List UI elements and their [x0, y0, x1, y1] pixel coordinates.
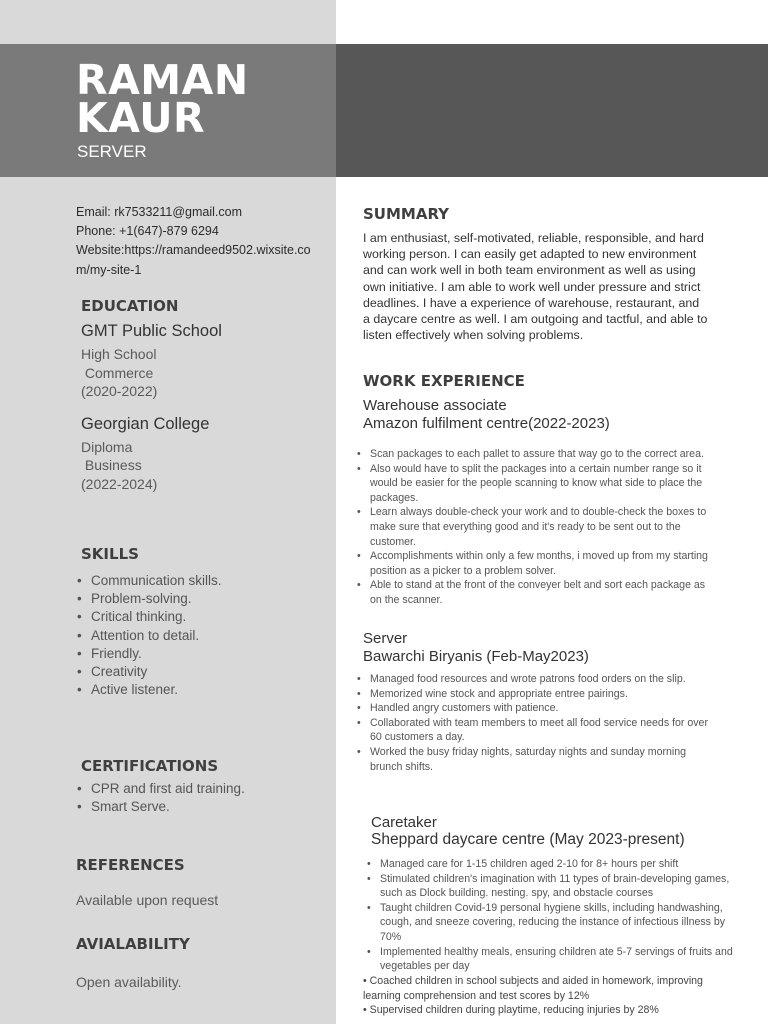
job-duty: • Handled angry customers with patience.	[357, 701, 709, 716]
job-duty: • Stimulated children's imagination with 11 types of brain-developing games, such as Dlock building. nesting. spy, and obstacle courses	[367, 872, 735, 901]
job-title: Caretaker	[371, 814, 437, 831]
job-duty: • Able to stand at the front of the conveyer belt and sort each package as on the scanner.	[357, 578, 709, 607]
education-years: (2020-2022)	[81, 383, 158, 399]
job-duty: • Worked the busy friday nights, saturday nights and sunday morning brunch shifts.	[357, 745, 709, 774]
education-heading: EDUCATION	[81, 297, 179, 315]
contact-website-line2[interactable]: m/my-site-1	[76, 263, 142, 277]
skill-item: • Communication skills.	[76, 572, 222, 590]
education-field: Commerce	[81, 365, 154, 381]
job-duty: • Managed food resources and wrote patrons food orders on the slip.	[357, 672, 709, 687]
certification-item: • Smart Serve.	[76, 798, 245, 816]
education-level: Diploma	[81, 439, 133, 455]
skill-item: • Creativity	[76, 663, 222, 681]
job-title: Server	[363, 630, 408, 647]
job-duty: • Memorized wine stock and appropriate entree pairings.	[357, 687, 709, 702]
work-experience-heading: WORK EXPERIENCE	[363, 372, 525, 390]
last-name: KAUR	[76, 94, 206, 142]
education-level: High School	[81, 346, 157, 362]
first-name: RAMAN	[76, 56, 249, 104]
education-institution: GMT Public School	[81, 322, 222, 340]
certification-item: • CPR and first aid training.	[76, 780, 245, 798]
job-organization: Amazon fulfilment centre(2022-2023)	[363, 415, 610, 432]
skills-heading: SKILLS	[81, 545, 139, 563]
skill-item: • Problem-solving.	[76, 590, 222, 608]
job-role: SERVER	[77, 142, 147, 161]
references-heading: REFERENCES	[76, 856, 185, 874]
job-duty: • Also would have to split the packages into a certain number range so it would be easier for the people scanning to know what side to place the packages.	[357, 462, 709, 506]
certifications-list	[76, 780, 245, 816]
contact-phone: Phone: +1(647)-879 6294	[76, 224, 219, 238]
skill-item: • Attention to detail.	[76, 627, 222, 645]
job-title: Warehouse associate	[363, 397, 507, 414]
skill-item: • Critical thinking.	[76, 608, 222, 626]
job-duty: • Scan packages to each pallet to assure that way go to the correct area.	[357, 447, 709, 462]
education-field: Business	[81, 457, 142, 473]
education-institution: Georgian College	[81, 415, 210, 433]
job-duty: • Accomplishments within only a few months, i moved up from my starting position as a picker to a problem solver.	[357, 549, 709, 578]
job-duties-list	[357, 672, 709, 774]
references-text: Available upon request	[76, 892, 219, 908]
job-duty-extra: • Coached children in school subjects and aided in homework, improving learning comprehension and test scores by 12%	[363, 975, 703, 1002]
job-duty-extra: • Supervised children during playtime, reducing injuries by 28%	[363, 1004, 659, 1016]
contact-email[interactable]: Email: rk7533211@gmail.com	[76, 205, 242, 219]
header-right-panel	[336, 44, 768, 177]
job-duties-list	[357, 447, 709, 608]
job-organization: Bawarchi Biryanis (Feb-May2023)	[363, 648, 589, 665]
job-duty: • Managed care for 1-15 children aged 2-10 for 8+ hours per shift	[367, 857, 735, 872]
availability-text: Open availability.	[76, 974, 182, 990]
job-organization: Sheppard daycare centre (May 2023-present)	[371, 831, 685, 848]
contact-website-line1[interactable]: Website:https://ramandeed9502.wixsite.co	[76, 243, 311, 257]
job-duty: • Learn always double-check your work and to double-check the boxes to make sure that everything good and it's ready to be sent out to the customer.	[357, 505, 709, 549]
summary-heading: SUMMARY	[363, 205, 450, 223]
summary-text: I am enthusiast, self-motivated, reliable, responsible, and hard working person. I can easily get adapted to new environment and can work well in both team environment as well as using own initiative. I am able to work well under pressure and strict deadlines. I have a experience of warehouse, restaurant, and a daycare centre as well. I am outgoing and tactful, and able to listen effectively when solving problems.	[363, 231, 708, 343]
certifications-heading: CERTIFICATIONS	[81, 757, 219, 775]
skills-list	[76, 572, 222, 699]
availability-heading: AVIALABILITY	[76, 935, 190, 953]
job-duty: • Implemented healthy meals, ensuring children ate 5-7 servings of fruits and vegetables per day	[367, 945, 735, 974]
job-duties-list	[367, 857, 735, 974]
skill-item: • Friendly.	[76, 645, 222, 663]
job-duty: • Collaborated with team members to meet all food service needs for over 60 customers a day.	[357, 716, 709, 745]
job-duty: • Taught children Covid-19 personal hygiene skills, including handwashing, cough, and sneeze covering, reducing the instance of infectious illness by 70%	[367, 901, 735, 945]
skill-item: • Active listener.	[76, 681, 222, 699]
education-years: (2022-2024)	[81, 476, 158, 492]
